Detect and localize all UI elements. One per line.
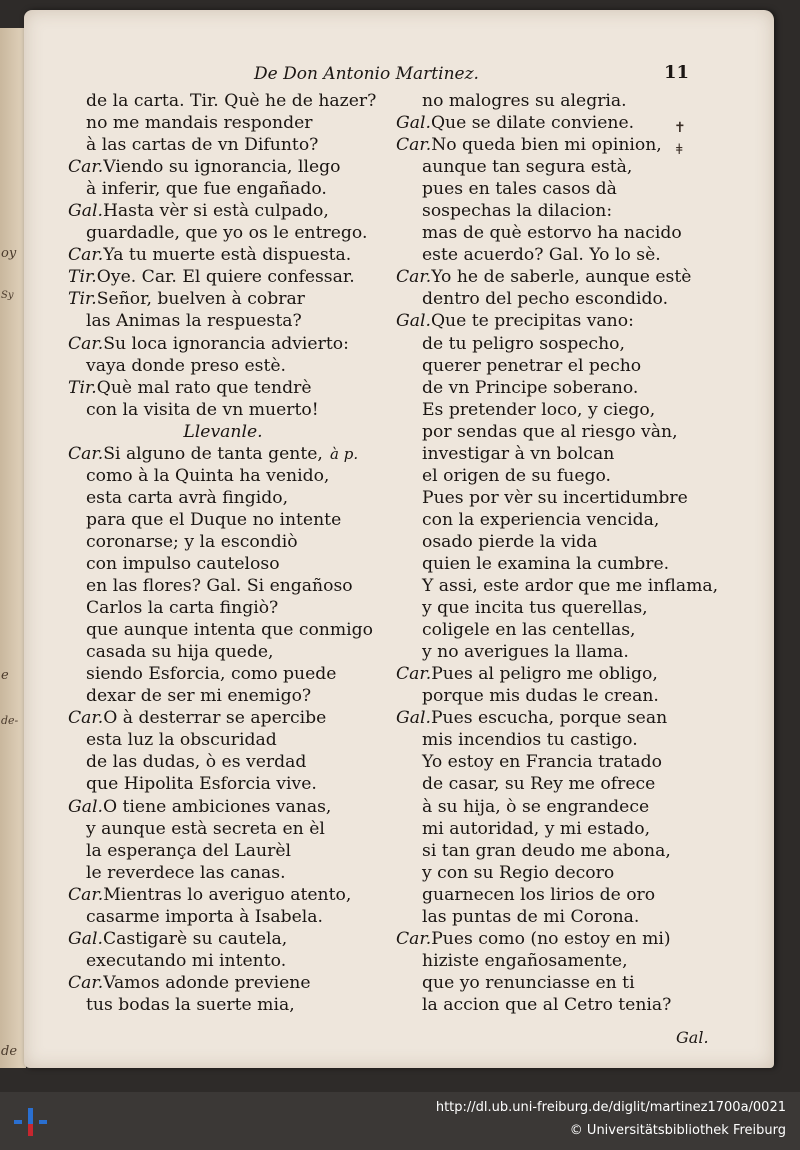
verse-line — [396, 377, 726, 399]
verse-line — [396, 862, 726, 884]
verse-line — [68, 796, 378, 818]
verse-text: à las cartas de vn Difunto? — [86, 135, 319, 156]
verse-text: que aunque intenta que conmigo — [86, 620, 374, 641]
verse-line — [396, 553, 726, 575]
verse-line — [68, 288, 378, 310]
verse-text: Què mal rato que tendrè — [96, 377, 312, 398]
speaker-label: Tir. — [68, 267, 97, 288]
verse-line — [68, 906, 378, 928]
speaker-label: Car. — [396, 664, 432, 685]
verse-line — [68, 244, 378, 266]
verse-line — [68, 200, 378, 222]
page-number: 11 — [664, 62, 690, 83]
verse-text: tus bodas la suerte mia, — [86, 994, 295, 1015]
verse-text: aunque tan segura està, — [422, 157, 633, 178]
verse-text: como à la Quinta ha venido, — [86, 465, 330, 486]
verse-text: la accion que al Cetro tenia? — [422, 994, 672, 1015]
verse-line — [396, 619, 726, 641]
verse-text: casarme importa à Isabela. — [86, 906, 324, 927]
speaker-label: Car. — [68, 972, 104, 993]
verse-line — [68, 840, 378, 862]
verse-text: siendo Esforcia, como puede — [86, 664, 337, 685]
verse-text: de las dudas, ò es verdad — [86, 752, 307, 773]
speaker-label: Tir. — [68, 377, 97, 398]
verse-text: O à desterrar se apercibe — [103, 708, 327, 729]
verse-line — [68, 90, 378, 112]
verse-line — [396, 751, 726, 773]
verse-text: Pues por vèr su incertidumbre — [422, 487, 688, 508]
verse-line — [68, 950, 378, 972]
verse-text: guardadle, que yo os le entrego. — [86, 223, 368, 244]
verse-text: que Hipolita Esforcia vive. — [86, 774, 317, 795]
verse-line — [396, 222, 726, 244]
verse-line — [68, 531, 378, 553]
previous-page-edge — [0, 28, 26, 1068]
verse-line — [396, 972, 726, 994]
speaker-label: Car. — [68, 333, 104, 354]
verse-text: mis incendios tu castigo. — [422, 730, 638, 751]
verse-line — [396, 421, 726, 443]
verse-text: esta carta avrà fingido, — [86, 487, 289, 508]
verse-line — [68, 222, 378, 244]
prev-page-fragment: Sy — [1, 290, 14, 301]
catchword: Gal. — [676, 1028, 709, 1047]
verse-text: con impulso cauteloso — [86, 553, 280, 574]
verse-line — [396, 355, 726, 377]
verse-text: Llevanle. — [183, 421, 263, 442]
verse-line — [396, 796, 726, 818]
source-url[interactable]: http://dl.ub.uni-freiburg.de/diglit/martinez1700a/0021 — [435, 1100, 786, 1115]
book-page — [24, 10, 774, 1068]
verse-text: esta luz la obscuridad — [86, 730, 277, 751]
speaker-label: Gal. — [68, 796, 103, 817]
verse-text: por sendas que al riesgo vàn, — [422, 421, 678, 442]
verse-line — [396, 773, 726, 795]
speaker-label: Car. — [396, 928, 432, 949]
verse-line — [396, 178, 726, 200]
speaker-label: Gal. — [396, 708, 431, 729]
verse-line — [396, 685, 726, 707]
verse-line — [68, 266, 378, 288]
prev-page-fragment: de- — [1, 714, 19, 727]
verse-text: Viendo su ignorancia, llego — [103, 157, 341, 178]
verse-text: Vamos adonde previene — [103, 972, 311, 993]
verse-line — [396, 465, 726, 487]
verse-line — [396, 288, 726, 310]
verse-line — [68, 377, 378, 399]
footer-bar — [0, 1092, 800, 1150]
verse-line — [68, 333, 378, 355]
prev-page-fragment: oy — [1, 246, 17, 261]
speaker-label: Gal. — [396, 311, 431, 332]
verse-line — [68, 465, 378, 487]
verse-line — [396, 575, 726, 597]
verse-line — [68, 553, 378, 575]
verse-line — [68, 994, 378, 1016]
verse-text: y con su Regio decoro — [422, 862, 615, 883]
verse-text: la esperança del Laurèl — [86, 840, 291, 861]
verse-line — [68, 310, 378, 332]
verse-text: Pues escucha, porque sean — [430, 708, 668, 729]
verse-text: si tan gran deudo me abona, — [422, 840, 671, 861]
verse-text: de tu peligro sospecho, — [422, 333, 625, 354]
verse-text: coronarse; y la escondiò — [86, 531, 298, 552]
verse-text: à su hija, ò se engrandece — [422, 796, 650, 817]
verse-line — [68, 751, 378, 773]
verse-text: Pues como (no estoy en mi) — [431, 928, 671, 949]
verse-line — [396, 90, 726, 112]
verse-text: no me mandais responder — [86, 113, 313, 134]
verse-text: y aunque està secreta en èl — [86, 818, 325, 839]
prev-page-fragment: e — [1, 668, 9, 683]
verse-line — [396, 597, 726, 619]
verse-line — [396, 818, 726, 840]
verse-text: vaya donde preso estè. — [86, 355, 286, 376]
verse-text: sospechas la dilacion: — [422, 201, 613, 222]
copyright-notice: © Universitätsbibliothek Freiburg — [569, 1123, 786, 1138]
verse-text: No queda bien mi opinion, — [431, 135, 662, 156]
verse-line — [396, 928, 726, 950]
verse-line — [68, 619, 378, 641]
verse-text: coligele en las centellas, — [422, 620, 636, 641]
verse-line — [396, 310, 726, 332]
verse-text: con la visita de vn muerto! — [86, 399, 319, 420]
verse-text: de casar, su Rey me ofrece — [422, 774, 656, 795]
speaker-label: Car. — [68, 443, 104, 464]
verse-text: O tiene ambiciones vanas, — [102, 796, 332, 817]
verse-text: en las flores? Gal. Si engañoso — [86, 576, 353, 597]
verse-line — [396, 906, 726, 928]
verse-line — [68, 443, 378, 465]
verse-text: mas de què estorvo ha nacido — [422, 223, 682, 244]
verse-text: y que incita tus querellas, — [422, 598, 648, 619]
verse-text: hiziste engañosamente, — [422, 950, 628, 971]
verse-text: las puntas de mi Corona. — [422, 906, 640, 927]
verse-text: el origen de su fuego. — [422, 465, 612, 486]
verse-line — [396, 266, 726, 288]
verse-line — [396, 509, 726, 531]
speaker-label: Car. — [68, 708, 104, 729]
verse-line — [68, 884, 378, 906]
verse-text: de la carta. Tir. Què he de hazer? — [86, 91, 377, 111]
verse-text: las Animas la respuesta? — [86, 311, 302, 332]
verse-text: casada su hija quede, — [86, 642, 274, 663]
verse-line — [396, 333, 726, 355]
speaker-label: Car. — [68, 884, 104, 905]
verse-text: Que se dilate conviene. — [430, 113, 635, 134]
verse-line — [68, 818, 378, 840]
verse-text: pues en tales casos dà — [422, 179, 617, 200]
verse-text: Hasta vèr si està culpado, — [102, 201, 329, 222]
verse-text: Oye. Car. El quiere confessar. — [96, 267, 355, 288]
verse-text: Ya tu muerte està dispuesta. — [103, 245, 352, 266]
verse-line — [396, 663, 726, 685]
verse-text: dexar de ser mi enemigo? — [86, 686, 312, 707]
verse-text: executando mi intento. — [86, 950, 287, 971]
verse-text: y no averigues la llama. — [422, 642, 629, 663]
verse-line — [68, 509, 378, 531]
speaker-label: Car. — [68, 245, 104, 266]
verse-line — [68, 729, 378, 751]
speaker-label: Tir. — [68, 289, 97, 310]
verse-line — [396, 707, 726, 729]
verse-text: Es pretender loco, y ciego, — [422, 399, 656, 420]
verse-line — [396, 994, 726, 1016]
verse-line — [68, 707, 378, 729]
verse-text: querer penetrar el pecho — [422, 355, 642, 376]
verse-text: à inferir, que fue engañado. — [86, 179, 327, 200]
verse-line — [68, 399, 378, 421]
verse-line — [68, 178, 378, 200]
verse-text: con la experiencia vencida, — [422, 509, 660, 530]
speaker-label: Car. — [68, 157, 104, 178]
verse-text: Castigarè su cautela, — [102, 928, 288, 949]
verse-text: dentro del pecho escondido. — [422, 289, 669, 310]
verse-line — [396, 487, 726, 509]
stage-aside: à p. — [330, 444, 359, 463]
margin-mark: ✝ — [674, 120, 686, 136]
verse-line — [396, 641, 726, 663]
verse-text: no malogres su alegria. — [422, 91, 627, 111]
verse-text: le reverdece las canas. — [86, 862, 286, 883]
verse-text: quien le examina la cumbre. — [422, 553, 670, 574]
verse-line — [68, 597, 378, 619]
library-logo-icon — [14, 1104, 52, 1140]
speaker-label: Gal. — [68, 201, 103, 222]
verse-text: Que te precipitas vano: — [430, 311, 634, 332]
verse-text: osado pierde la vida — [422, 531, 598, 552]
verse-text: Carlos la carta fingiò? — [86, 598, 279, 619]
verse-line — [68, 134, 378, 156]
verse-text: Pues al peligro me obligo, — [431, 664, 658, 685]
verse-line — [68, 421, 378, 443]
verse-line — [68, 156, 378, 178]
verse-text: este acuerdo? Gal. Yo lo sè. — [422, 245, 661, 266]
verse-text: para que el Duque no intente — [86, 509, 342, 530]
verse-line — [68, 928, 378, 950]
verse-text: Yo estoy en Francia tratado — [422, 752, 662, 773]
verse-line — [396, 950, 726, 972]
verse-line — [68, 575, 378, 597]
verse-line — [396, 443, 726, 465]
verse-line — [68, 972, 378, 994]
verse-line — [68, 663, 378, 685]
verse-text: mi autoridad, y mi estado, — [422, 818, 651, 839]
verse-line — [396, 840, 726, 862]
right-column — [396, 90, 726, 1016]
verse-line — [68, 641, 378, 663]
verse-text: Yo he de saberle, aunque estè — [431, 267, 692, 288]
running-head: De Don Antonio Martinez. — [254, 64, 479, 84]
verse-line — [68, 685, 378, 707]
margin-mark: ǂ — [676, 142, 683, 158]
verse-text: investigar à vn bolcan — [422, 443, 615, 464]
verse-text: que yo renunciasse en ti — [422, 972, 635, 993]
verse-text: Si alguno de tanta gente, — [103, 443, 323, 464]
verse-text: guarnecen los lirios de oro — [422, 884, 656, 905]
verse-line — [396, 244, 726, 266]
verse-line — [68, 487, 378, 509]
verse-line — [396, 200, 726, 222]
verse-line — [396, 884, 726, 906]
verse-text: de vn Principe soberano. — [422, 377, 639, 398]
verse-line — [396, 156, 726, 178]
verse-text: Señor, buelven à cobrar — [96, 289, 305, 310]
speaker-label: Car. — [396, 135, 432, 156]
verse-line — [396, 399, 726, 421]
verse-line — [396, 729, 726, 751]
verse-text: porque mis dudas le crean. — [422, 686, 659, 707]
verse-text: Y assi, este ardor que me inflama, — [422, 576, 719, 597]
speaker-label: Car. — [396, 267, 432, 288]
verse-line — [68, 112, 378, 134]
verse-text: Su loca ignorancia advierto: — [103, 333, 349, 354]
prev-page-fragment: de — [1, 1044, 18, 1059]
verse-line — [68, 773, 378, 795]
speaker-label: Gal. — [68, 928, 103, 949]
verse-line — [68, 862, 378, 884]
verse-line — [396, 531, 726, 553]
verse-text: Mientras lo averiguo atento, — [103, 884, 352, 905]
speaker-label: Gal. — [396, 113, 431, 134]
left-column — [68, 90, 378, 1016]
verse-line — [68, 355, 378, 377]
